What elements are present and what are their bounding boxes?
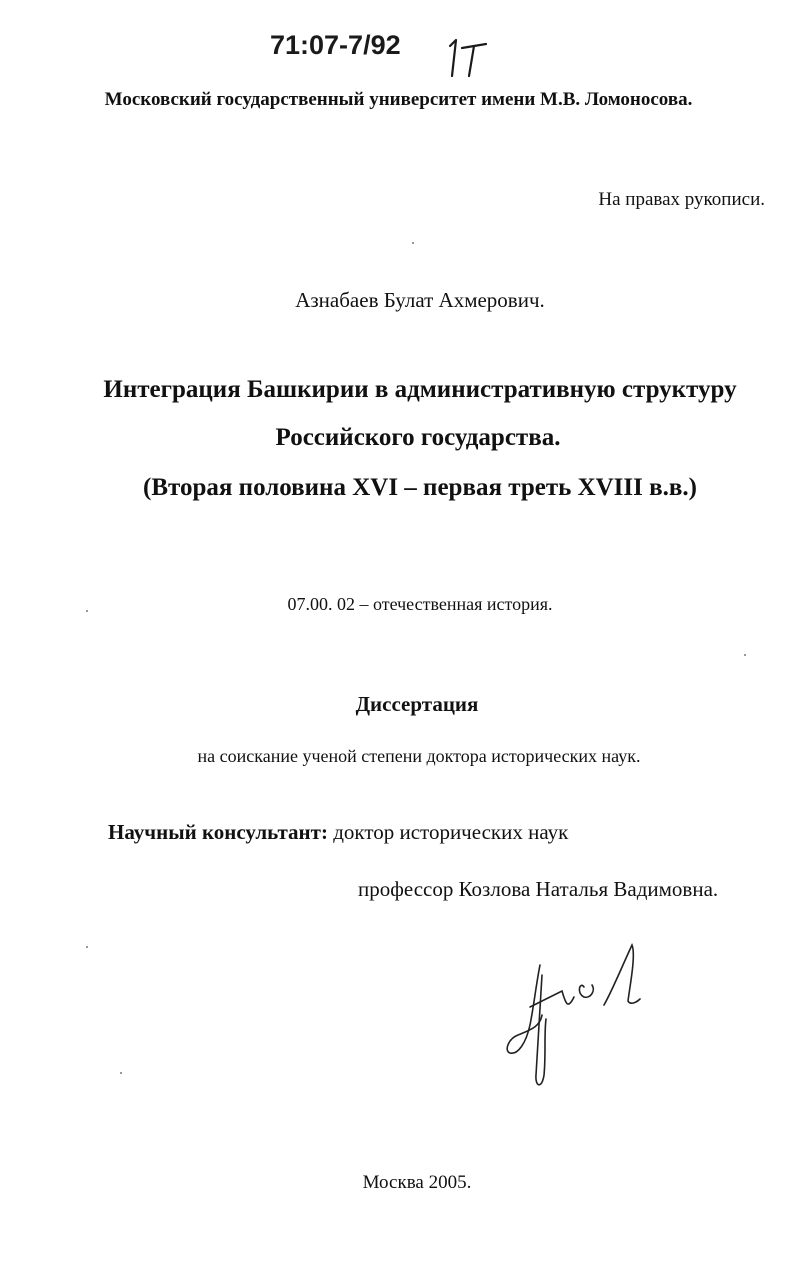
dissertation-title-line-3: (Вторая половина XVI – первая треть XVIII в.в.)	[143, 474, 697, 501]
handwritten-note	[442, 36, 490, 80]
consultant-title: доктор исторических наук	[327, 820, 569, 844]
document-type: Диссертация	[355, 692, 479, 716]
manuscript-note: На правах рукописи.	[598, 189, 765, 210]
archive-code: 71:07-7/92	[270, 30, 401, 60]
consultant-name: профессор Козлова Наталья Вадимовна.	[358, 877, 719, 901]
degree-line: на соискание ученой степени доктора исторических наук.	[197, 746, 641, 766]
university-name: Московский государственный университет имени М.В. Ломоносова.	[104, 89, 693, 110]
city-year: Москва 2005.	[362, 1172, 472, 1193]
consultant-label: Научный консультант:	[108, 820, 328, 844]
author-name: Азнабаев Булат Ахмерович.	[295, 288, 545, 312]
consultant-line	[108, 820, 568, 845]
scan-speck	[120, 1072, 122, 1074]
specialty-code: 07.00. 02 – отечественная история.	[287, 594, 553, 614]
dissertation-title-line-2: Российского государства.	[275, 424, 561, 451]
scan-speck	[744, 654, 746, 656]
dissertation-title-line-1: Интеграция Башкирии в административную структуру	[103, 376, 737, 403]
signature-image	[500, 935, 650, 1095]
scan-speck	[86, 946, 88, 948]
scan-speck	[412, 242, 414, 244]
scan-speck	[86, 610, 88, 612]
